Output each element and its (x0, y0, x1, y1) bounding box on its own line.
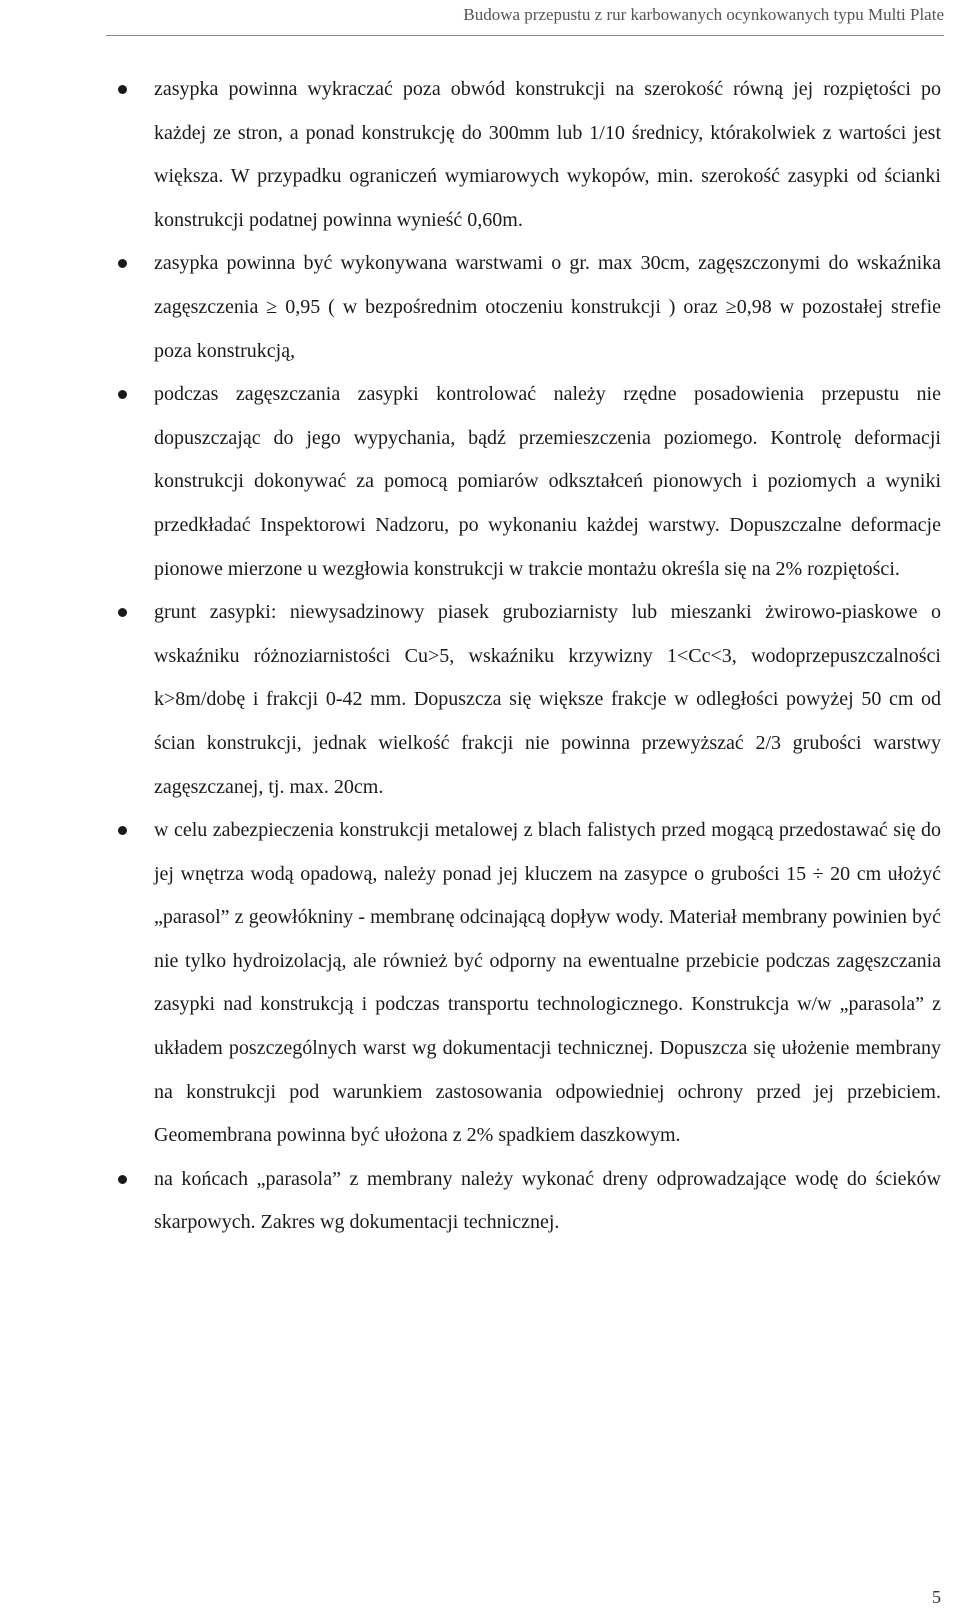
bullet-icon (118, 85, 127, 94)
list-item-text: zasypka powinna wykraczać poza obwód konstrukcji na szerokość równą jej rozpiętości po każdej ze stron, a ponad konstrukcję do 300mm lub 1/10 średnicy, którakolwiek z wartości jest większa. W przypadku ograniczeń wymiarowych wykopów, min. szerokość zasypki od ścianki konstrukcji podatnej powinna wynieść 0,60m. (154, 78, 941, 231)
specification-list (0, 68, 960, 1245)
bullet-icon (118, 390, 127, 399)
header-divider (106, 35, 944, 36)
list-item-backfill-width (0, 68, 960, 242)
bullet-icon (118, 1175, 127, 1184)
bullet-icon (118, 826, 127, 835)
list-item-parasol-membrane (0, 809, 960, 1158)
list-item-text: grunt zasypki: niewysadzinowy piasek gruboziarnisty lub mieszanki żwirowo-piaskowe o wskaźniku różnoziarnistości Cu>5, wskaźniku krzywizny 1<Cc<3, wodoprzepuszczalności k>8m/dobę i frakcji 0-42 mm. Dopuszcza się większe frakcje w odległości powyżej 50 cm od ścian konstrukcji, jednak wielkość frakcji nie powinna przewyższać 2/3 grubości warstwy zagęszczanej, tj. max. 20cm. (154, 601, 941, 798)
list-item-text: w celu zabezpieczenia konstrukcji metalowej z blach falistych przed mogącą przedostawać się do jej wnętrza wodą opadową, należy ponad jej kluczem na zasypce o grubości 15 ÷ 20 cm ułożyć „parasol” z geowłókniny - membranę odcinającą dopływ wody. Materiał membrany powinien być nie tylko hydroizolacją, ale również być odporny na ewentualne przebicie podczas zagęszczania zasypki nad konstrukcją i podczas transportu technologicznego. Konstrukcja w/w „parasola” z układem poszczególnych warst wg dokumentacji technicznej. Dopuszcza się ułożenie membrany na konstrukcji pod warunkiem zastosowania odpowiedniej ochrony przed jej przebiciem. Geomembrana powinna być ułożona z 2% spadkiem daszkowym. (154, 819, 941, 1147)
list-item-backfill-layers (0, 242, 960, 373)
bullet-icon (118, 259, 127, 268)
bullet-icon (118, 608, 127, 617)
list-item-compaction-control (0, 373, 960, 591)
list-item-drains (0, 1158, 960, 1245)
running-header: Budowa przepustu z rur karbowanych ocynkowanych typu Multi Plate (463, 5, 944, 24)
list-item-backfill-soil (0, 591, 960, 809)
list-item-text: podczas zagęszczania zasypki kontrolować należy rzędne posadowienia przepustu nie dopuszczając do jego wypychania, bądź przemieszczenia poziomego. Kontrolę deformacji konstrukcji dokonywać za pomocą pomiarów odkształceń pionowych i poziomych a wyniki przedkładać Inspektorowi Nadzoru, po wykonaniu każdej warstwy. Dopuszczalne deformacje pionowe mierzone u wezgłowia konstrukcji w trakcie montażu określa się na 2% rozpiętości. (154, 383, 941, 580)
list-item-text: na końcach „parasola” z membrany należy wykonać dreny odprowadzające wodę do ścieków skarpowych. Zakres wg dokumentacji technicznej. (154, 1167, 941, 1234)
list-item-text: zasypka powinna być wykonywana warstwami o gr. max 30cm, zagęszczonymi do wskaźnika zagęszczenia ≥ 0,95 ( w bezpośrednim otoczeniu konstrukcji ) oraz ≥0,98 w pozostałej strefie poza konstrukcją, (154, 252, 941, 362)
page-number: 5 (932, 1587, 941, 1607)
